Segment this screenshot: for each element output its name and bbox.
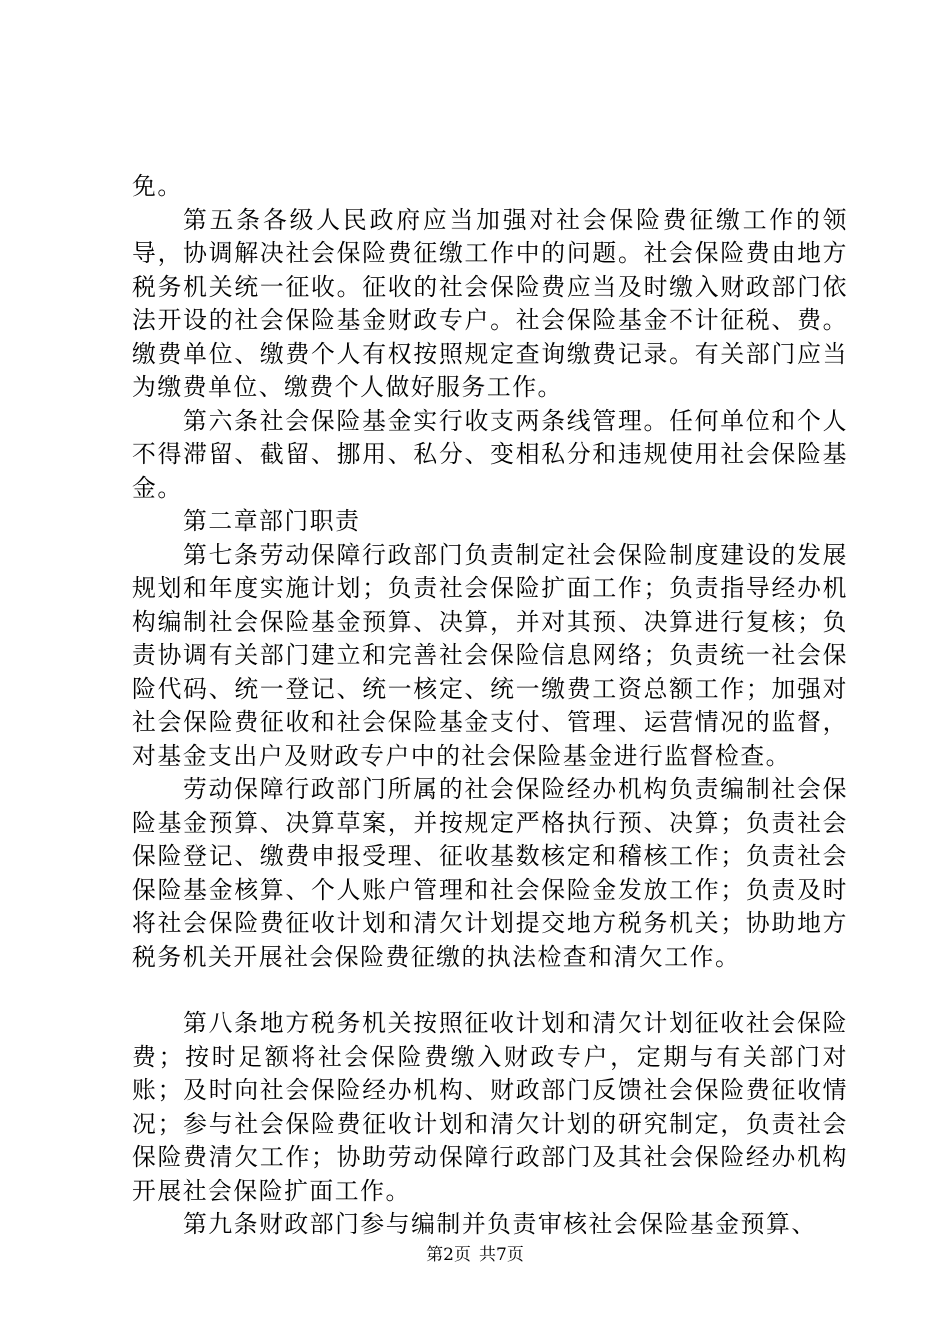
paragraph-article-6: 第六条社会保险基金实行收支两条线管理。任何单位和个人不得滞留、截留、挪用、私分、变相私分和违规使用社会保险基金。 [132,406,848,502]
paragraph-article-5: 第五条各级人民政府应当加强对社会保险费征缴工作的领导，协调解决社会保险费征缴工作中的问题。社会保险费由地方税务机关统一征收。征收的社会保险费应当及时缴入财政部门依法开设的社会保险基金财政专户。社会保险基金不计征税、费。缴费单位、缴费个人有权按照规定查询缴费记录。有关部门应当为缴费单位、缴费个人做好服务工作。 [132,205,848,401]
page-footer [0,1243,950,1267]
page-total: 共7页 [479,1245,524,1265]
paragraph-article-7-cont: 劳动保障行政部门所属的社会保险经办机构负责编制社会保险基金预算、决算草案，并按规定严格执行预、决算；负责社会保险登记、缴费申报受理、征收基数核定和稽核工作；负责社会保险基金核算、个人账户管理和社会保险金发放工作；负责及时将社会保险费征收计划和清欠计划提交地方税务机关；协助地方税务机关开展社会保险费征缴的执法检查和清欠工作。 [132,775,848,971]
chapter-heading: 第二章部门职责 [183,507,361,535]
paragraph-continuation: 免。 [132,172,183,200]
paragraph-article-8: 第八条地方税务机关按照征收计划和清欠计划征收社会保险费；按时足额将社会保险费缴入财政专户，定期与有关部门对账；及时向社会保险经办机构、财政部门反馈社会保险费征收情况；参与社会保险费征收计划和清欠计划的研究制定，负责社会保险费清欠工作；协助劳动保障行政部门及其社会保险经办机构开展社会保险扩面工作。 [132,1009,848,1205]
paragraph-article-7: 第七条劳动保障行政部门负责制定社会保险制度建设的发展规划和年度实施计划；负责社会保险扩面工作；负责指导经办机构编制社会保险基金预算、决算，并对其预、决算进行复核；负责协调有关部门建立和完善社会保险信息网络；负责统一社会保险代码、统一登记、统一核定、统一缴费工资总额工作；加强对社会保险费征收和社会保险基金支付、管理、运营情况的监督，对基金支出户及财政专户中的社会保险基金进行监督检查。 [132,540,848,770]
document-body [132,170,848,1242]
paragraph-article-9: 第九条财政部门参与编制并负责审核社会保险基金预算、 [183,1210,817,1238]
page-number: 第2页 [426,1245,471,1265]
